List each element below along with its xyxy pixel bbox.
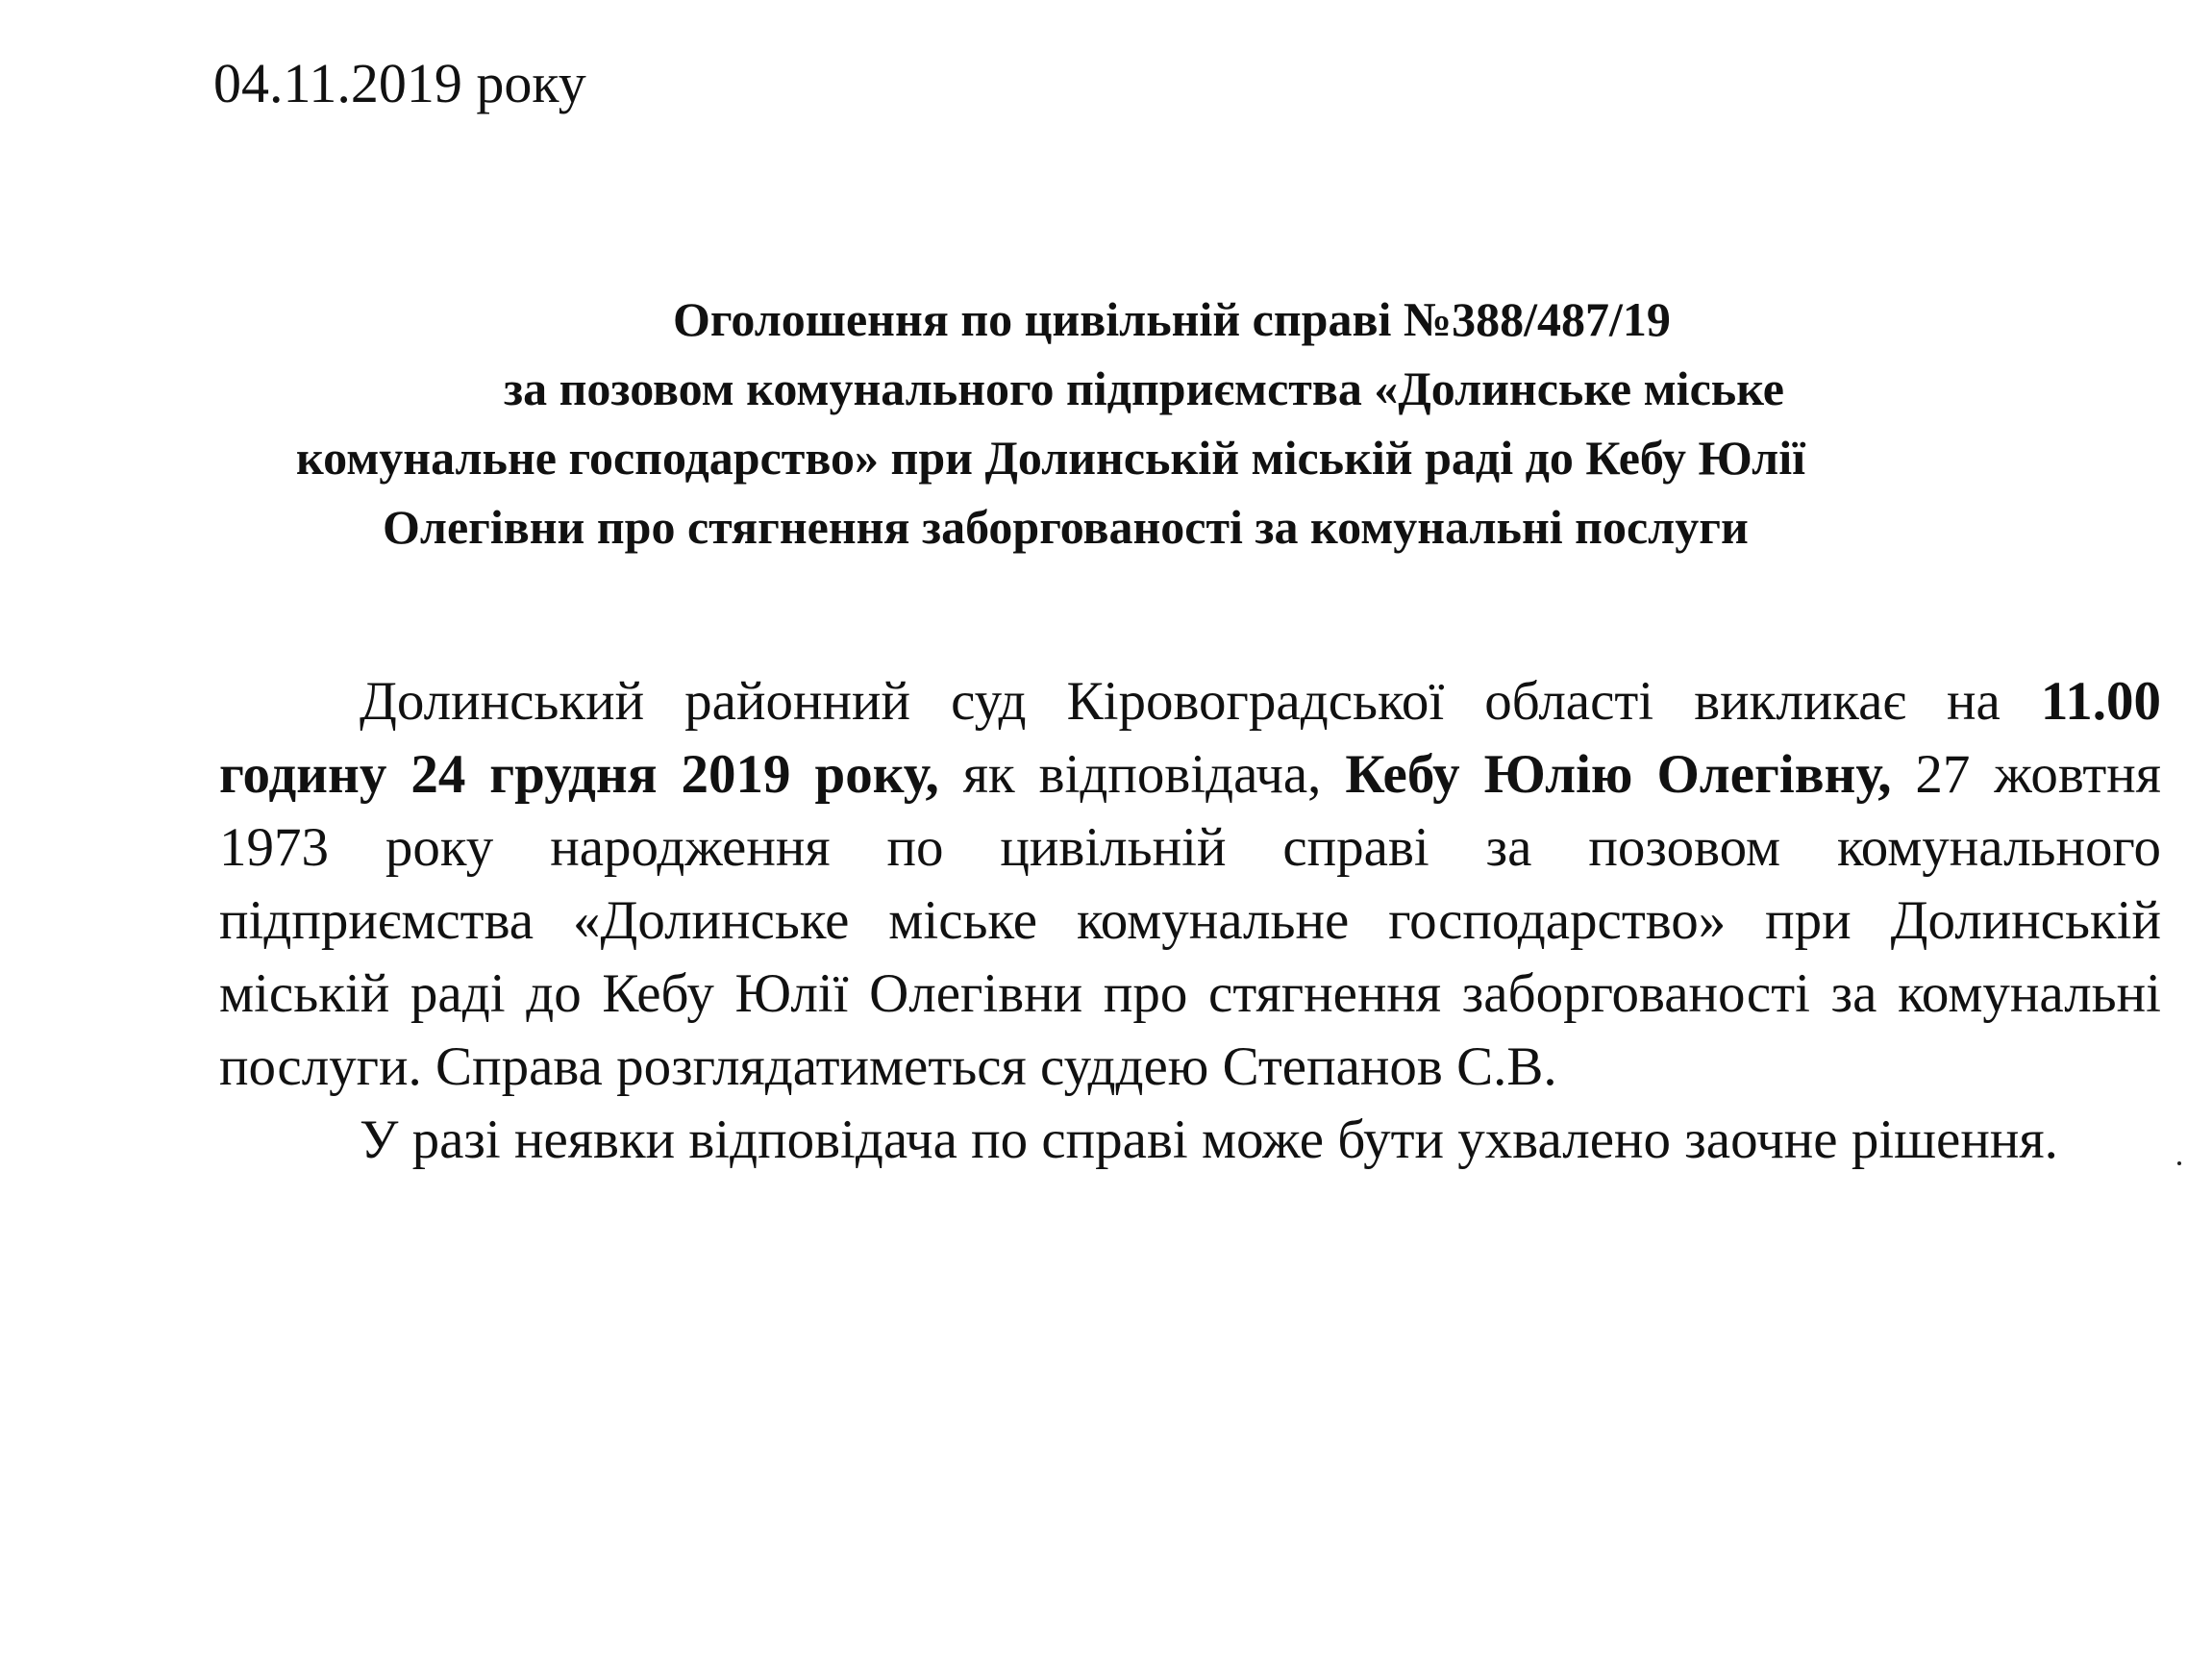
document-date: 04.11.2019 року	[213, 52, 586, 114]
hearing-date: годину 24 грудня 2019 року,	[219, 744, 939, 805]
body-line-3: 1973 року народження по цивільній справі за позовом комунального	[219, 817, 2161, 878]
body-line-1	[360, 665, 2161, 738]
heading-line-4: Олегівни про стягнення заборгованості за комунальні послуги	[383, 500, 1749, 554]
body-line-5: міській раді до Кебу Юлії Олегівни про стягнення заборгованості за комунальні	[219, 963, 2161, 1024]
body-line-2	[219, 738, 2161, 811]
scan-speck	[2177, 1161, 2181, 1165]
defendant-name: Кебу Юлію Олегівну,	[1345, 744, 1892, 805]
body-text: 27 жовтня	[1891, 744, 2161, 805]
body-text: Долинський районний суд Кіровоградської області викликає на	[360, 671, 2041, 732]
hearing-time: 11.00	[2040, 671, 2161, 732]
body-line-4: підприємства «Долинське міське комунальне господарство» при Долинській	[219, 890, 2161, 951]
body-line-6: послуги. Справа розглядатиметься суддею Степанов С.В.	[219, 1036, 1557, 1097]
heading-line-1: Оголошення по цивільній справі №388/487/19	[673, 292, 1671, 346]
heading-line-2: за позовом комунального підприємства «Долинське міське	[504, 362, 1784, 415]
heading-line-3: комунальне господарство» при Долинській міській раді до Кебу Юлії	[296, 431, 1805, 485]
body-text: як відповідача,	[938, 744, 1346, 805]
body-line-7: У разі неявки відповідача по справі може бути ухвалено заочне рішення.	[360, 1110, 2058, 1170]
